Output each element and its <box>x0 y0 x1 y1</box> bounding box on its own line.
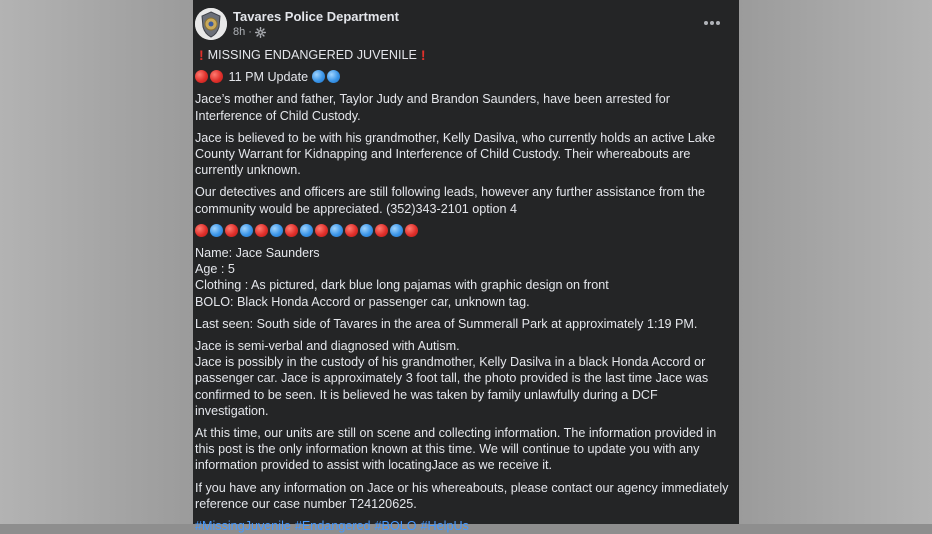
blue-circle-icon <box>270 224 283 237</box>
hashtag-link[interactable]: #MissingJuvenile <box>195 519 291 534</box>
exclamation-icon: ! <box>420 47 426 63</box>
meta-separator: · <box>245 26 252 38</box>
more-dot-icon <box>704 21 708 25</box>
detail-name: Name: Jace Saunders <box>195 246 320 261</box>
police-badge-icon <box>195 8 227 40</box>
red-circle-icon <box>210 70 223 83</box>
avatar[interactable] <box>195 8 227 40</box>
post-meta <box>233 26 266 38</box>
blue-circle-icon <box>240 224 253 237</box>
custody-paragraph: Jace is possibly in the custody of his grandmother, Kelly Dasilva in a black Honda Accord or passenger car. Jace is approximately 3 foot tall, the photo provided is the last time Jace was confirmed to be seen. It is believed he was taken by family unlawfully during a DCF investigation. <box>195 355 709 418</box>
red-circle-icon <box>345 224 358 237</box>
red-circle-icon <box>255 224 268 237</box>
blue-circle-icon <box>390 224 403 237</box>
blue-circle-icon <box>300 224 313 237</box>
detail-age: Age : 5 <box>195 262 235 277</box>
details-block <box>195 245 733 310</box>
red-circle-icon <box>195 224 208 237</box>
red-circle-icon <box>285 224 298 237</box>
blue-circle-icon <box>360 224 373 237</box>
background-left <box>0 0 193 524</box>
hashtag-link[interactable]: #HelpUs <box>420 519 469 534</box>
description-block <box>195 338 733 419</box>
gear-icon[interactable] <box>255 27 266 38</box>
update-label: 11 PM Update <box>228 70 309 85</box>
contact-paragraph: If you have any information on Jace or his whereabouts, please contact our agency immediately reference our case number T24120625. <box>195 480 729 511</box>
post-title: MISSING ENDANGERED JUVENILE <box>207 48 417 62</box>
detail-bolo: BOLO: Black Honda Accord or passenger car, unknown tag. <box>195 294 530 309</box>
hashtags <box>195 518 733 534</box>
red-circle-icon <box>375 224 388 237</box>
hashtag-link[interactable]: #BOLO <box>374 519 417 534</box>
blue-circle-icon <box>327 70 340 83</box>
post-title-line <box>195 47 733 63</box>
post-body <box>195 44 733 534</box>
scene-paragraph: At this time, our units are still on scene and collecting information. The information provided in this post is the only information known at this time. We will continue to update you with any information provided to assist with locatingJace as we receive it. <box>195 426 717 473</box>
paragraph-grandmother: Jace is believed to be with his grandmother, Kelly Dasilva, who currently holds an active Lake County Warrant for Kidnapping and Interference of Child Custody. Their whereabouts are currently unknown. <box>195 130 716 178</box>
blue-circle-icon <box>312 70 325 83</box>
more-options-button[interactable] <box>700 14 724 32</box>
post-card <box>193 0 739 534</box>
update-line <box>195 69 733 85</box>
red-circle-icon <box>315 224 328 237</box>
more-dot-icon <box>710 21 714 25</box>
red-circle-icon <box>405 224 418 237</box>
post-time[interactable]: 8h <box>233 26 246 38</box>
autism-line: Jace is semi-verbal and diagnosed with Autism. <box>195 339 460 354</box>
background-right <box>739 0 932 524</box>
more-dot-icon <box>716 21 720 25</box>
red-circle-icon <box>225 224 238 237</box>
red-circle-icon <box>195 70 208 83</box>
last-seen: Last seen: South side of Tavares in the area of Summerall Park at approximately 1:19 PM. <box>195 316 698 331</box>
divider-dots <box>195 223 733 239</box>
paragraph-leads: Our detectives and officers are still following leads, however any further assistance from the community would be appreciated. (352)343-2101 option 4 <box>195 185 706 216</box>
post-header <box>193 0 739 44</box>
paragraph-arrest: Jace’s mother and father, Taylor Judy and Brandon Saunders, have been arrested for Interference of Child Custody. <box>195 92 670 123</box>
exclamation-icon: ! <box>199 47 204 63</box>
blue-circle-icon <box>210 224 223 237</box>
blue-circle-icon <box>330 224 343 237</box>
hashtag-link[interactable]: #Endangered <box>294 519 371 534</box>
page-name[interactable]: Tavares Police Department <box>233 9 399 24</box>
detail-clothing: Clothing : As pictured, dark blue long pajamas with graphic design on front <box>195 278 609 293</box>
